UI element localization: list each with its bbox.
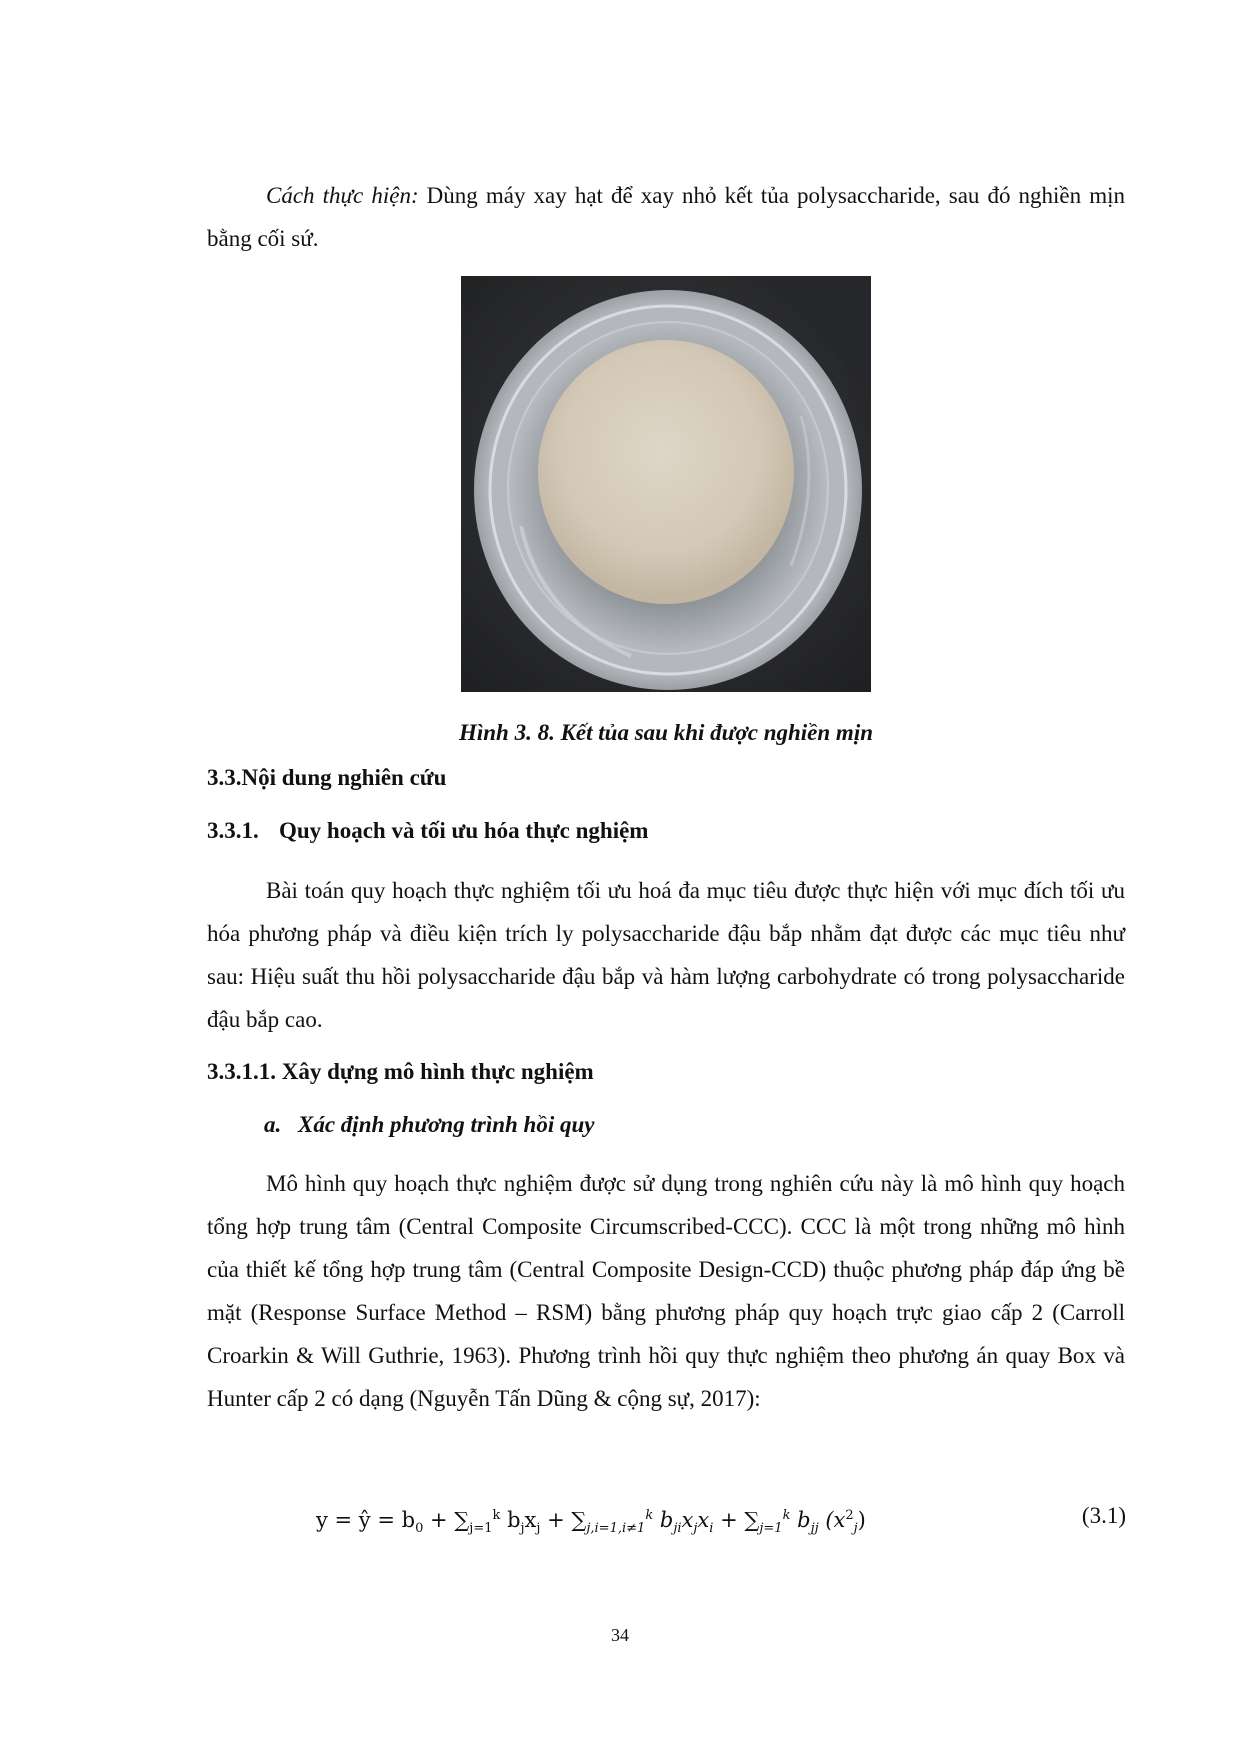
intro-text: Dùng máy xay hạt để xay nhỏ kết tủa polysaccharide, sau đó nghiền mịn bằng cối sứ. xyxy=(207,183,1125,251)
intro-paragraph xyxy=(207,174,1125,260)
regression-equation xyxy=(316,1494,1126,1538)
subsection-heading xyxy=(207,814,648,848)
subsubsection-heading: 3.3.1.1. Xây dựng mô hình thực nghiệm xyxy=(207,1059,594,1084)
powder-bowl-image xyxy=(461,276,871,692)
figure-powder-photo xyxy=(461,276,871,692)
intro-label: Cách thực hiện: xyxy=(266,183,419,208)
model-paragraph: Mô hình quy hoạch thực nghiệm được sử dụng trong nghiên cứu này là mô hình quy hoạch tổng hợp trung tâm (Central Composite Circumscribed-CCC). CCC là một trong những mô hình của thiết kế tổng hợp trung tâm (Central Composite Design-CCD) thuộc phương pháp đáp ứng bề mặt (Response Surface Method – RSM) bằng phương pháp quy hoạch trực giao cấp 2 (Carroll Croarkin & Will Guthrie, 1963). Phương trình hồi quy thực nghiệm theo phương án quay Box và Hunter cấp 2 có dạng (Nguyễn Tấn Dũng & cộng sự, 2017): xyxy=(207,1171,1125,1411)
section-heading: 3.3.Nội dung nghiên cứu xyxy=(207,765,447,790)
equation-number: (3.1) xyxy=(1081,1503,1126,1528)
subsection-number: 3.3.1. xyxy=(207,818,259,843)
objective-paragraph: Bài toán quy hoạch thực nghiệm tối ưu hoá đa mục tiêu được thực hiện với mục đích tối ưu hóa phương pháp và điều kiện trích ly polysaccharide đậu bắp nhằm đạt được các mục tiêu như sau: Hiệu suất thu hồi polysaccharide đậu bắp và hàm lượng carbohydrate có trong polysaccharide đậu bắp cao. xyxy=(207,878,1125,1032)
page-number: 34 xyxy=(611,1625,629,1645)
item-a-title: Xác định phương trình hồi quy xyxy=(298,1112,595,1137)
subsection-title: Quy hoạch và tối ưu hóa thực nghiệm xyxy=(279,818,649,843)
figure-caption: Hình 3. 8. Kết tủa sau khi được nghiền mịn xyxy=(458,720,874,745)
equation-body: y = ŷ = $b_0 + \sum_{j=1}^k$ $b_jx_j + \sum_{j,i=1,i\ne 1}^k$ $b_{ji}x_jx_i + \sum_{j=1}^k$ $b_{jj}$ $(x^2_j)$ xyxy=(316,1508,866,1537)
item-a-heading xyxy=(264,1108,594,1142)
item-a-letter: a. xyxy=(264,1112,282,1137)
